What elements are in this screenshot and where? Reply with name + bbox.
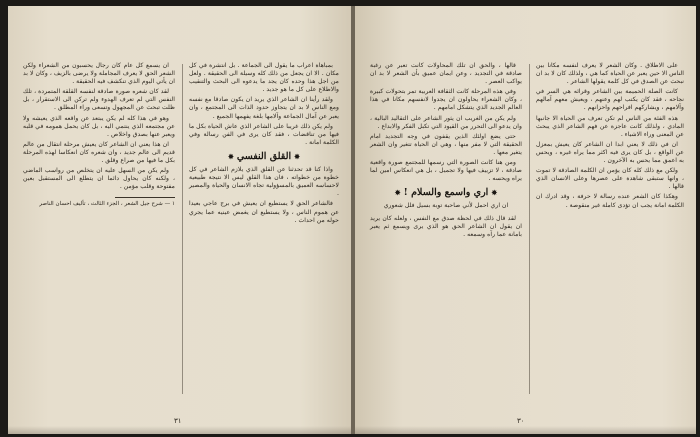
page-number: ٣٠ <box>517 417 525 425</box>
page-number: ٣١ <box>174 417 182 425</box>
column-divider <box>182 64 183 394</box>
footnote-divider <box>115 197 175 198</box>
section-heading-text: اري واسمع والسلام ! <box>403 187 489 199</box>
right-page <box>355 6 696 434</box>
star-ornament-icon: ✸ <box>491 188 498 198</box>
paragraph: واذا كنا قد تحدثنا عن القلق الذي يلازم الشاعر في كل خطوة من خطواته ، فان هذا القلق ليس الا نتيجة طبيعية لاحساسه العميق بالمسؤولية تجاه الانسان والحياة والمصير . <box>189 166 339 198</box>
paragraph: لقد كان شعره صورة صادقة لنفسه القلقة المتمردة ، تلك النفس التي لم تعرف الهدوء ولم تركن الى الاستقرار ، بل ظلت تبحث عن المجهول وتسعى وراء المطلق . <box>23 88 175 112</box>
right-page-column-left <box>370 62 522 241</box>
paragraph: حتى يضع اولئك الذين يقفون في وجه التجديد امام الحقيقة التي لا مفر منها ، وهي ان الحياة تتغير وان الشعر يتغير معها . <box>370 132 522 156</box>
paragraph: على الاطلاق . وكان الشعر لا يعرف لنفسه مكانا بين الناس الا حين يعبر عن الحياة كما هي ، ولذلك كان لا بد ان نبحث عن الصدق في كل كلمة يقولها الشاعر . <box>536 62 684 86</box>
star-ornament-icon: ✸ <box>294 151 301 161</box>
paragraph: هذه الفئة من الناس لم تكن تعرف من الحياة الا جانبها المادي ، ولذلك كانت عاجزة عن فهم الشاعر الذي يبحث عن المعنى وراء الاشياء . <box>536 114 684 138</box>
section-subline: ان اري احمل لأني صاحبة توبة بسيل فلل شعوري <box>383 202 509 210</box>
star-ornament-icon: ✸ <box>227 151 234 161</box>
paragraph: كانت الصلة الحميمة بين الشاعر وقرائه هي السر في نجاحه ، فقد كان يكتب لهم وعنهم ، ويعيش معهم آمالهم وآلامهم ، ويشاركهم افراحهم واحزانهم . <box>536 88 684 112</box>
paragraph: وهكذا كان الشعر عنده رسالة لا حرفة ، وقد ادرك ان الكلمة امانة يجب ان تؤدى كاملة غير منقوصة . <box>536 193 684 209</box>
paragraph: بمباهاة اعراب ما يقول الى الجماعة . بل انتشرة في كل مكان . الا ان يجعل من ذلك كله وسيلة الى الحقيقة . ولعل من اجل هذا وحده كان يجد ما يدعوه الى البحث والتنقيب والاطلاع على كل ما هو جديد . <box>189 62 339 94</box>
paragraph: قالها ، والحق ان تلك المحاولات كانت تعبر عن رغبة صادقة في التجديد ، وعن ايمان عميق بأن الشعر لا بد ان يواكب العصر . <box>370 62 522 86</box>
section-heading <box>189 150 339 162</box>
paragraph: وهو في هذا كله لم يكن يبتعد عن واقعه الذي يعيشه ولا عن مجتمعه الذي ينتمي اليه ، بل كان يحمل همومه في قلبه ويعبر عنها بصدق واخلاص . <box>23 114 175 138</box>
section-heading-text: القلق النفسي <box>236 150 292 162</box>
footnote: ١ — شرح جيل الشعر ، الجزء الثالث ، تأليف احسان الناصر <box>39 201 175 208</box>
paragraph: ان يسمع كل عام كان رجال يحسبون من الشعراء ولكن الشعر الحق لا يعرف المجاملة ولا يرضى بالزيف ، وكان لا بد ان يأتي اليوم الذي تنكشف فيه الحقيقة . <box>23 62 175 86</box>
paragraph: ولكن مع ذلك كله كان يؤمن ان الكلمة الصادقة لا تموت ، وانها ستبقى شاهدة على عصرها وعلى الانسان الذي قالها . <box>536 167 684 191</box>
left-page-column-right <box>189 62 339 227</box>
column-divider <box>529 64 530 394</box>
page-shadow <box>8 426 351 434</box>
paragraph: لقد قال ذلك في لحظة صدق مع النفس ، ولعله كان يريد ان يقول ان الشاعر الحق هو الذي يرى ويسمع ثم يعبر بامانة عما رآه وسمعه . <box>370 214 522 238</box>
book-spread <box>8 6 696 434</box>
paragraph: ولم يكن ذلك غريبا على الشاعر الذي عاش الحياة بكل ما فيها من تناقضات ، فقد كان يرى في الفن رسالة وفي الكلمة امانة . <box>189 122 339 146</box>
right-page-column-right <box>536 62 684 212</box>
paragraph: ومن هنا كانت الصورة التي رسمها للمجتمع صورة واقعية صادقة ، لا تزييف فيها ولا تجميل ، بل هي انعكاس امين لما يراه ويحسه . <box>370 159 522 183</box>
section-heading <box>370 189 522 197</box>
paragraph: ان هذا يعني ان الشاعر كان يعيش مرحلة انتقال من عالم قديم الى عالم جديد ، وان شعره كان انعكاسا لهذه المرحلة بكل ما فيها من صراع وقلق . <box>23 140 175 165</box>
paragraph: ولم يكن من الغريب ان يثور الشاعر على التقاليد البالية ، وان يدعو الى التحرر من القيود التي تكبل الفكر والابداع . <box>370 114 522 130</box>
left-page <box>8 6 351 434</box>
paragraph: وفي هذه المرحلة كانت الثقافة العربية تمر بتحولات كبيرة ، وكان الشعراء يحاولون ان يجدوا لانفسهم مكانا في هذا العالم الجديد الذي يتشكل امامهم . <box>370 88 522 112</box>
paragraph: ولم يكن من السهل عليه ان يتخلص من رواسب الماضي ، ولكنه كان يحاول دائما ان يتطلع الى المستقبل بعين مفتوحة وقلب مؤمن . <box>23 167 175 191</box>
paragraph: ان في ذلك لا يعني ابدا ان الشاعر كان يعيش بمعزل عن الواقع ، بل كان يرى فيه اكثر مما يراه غيره ، ويحس به اعمق مما يحس به الآخرون . <box>536 140 684 165</box>
paragraph: فالشاعر الحق لا يستطيع ان يعيش في برج عاجي بعيدا عن هموم الناس ، ولا يستطيع ان يغمض عينيه عما يجري حوله من احداث . <box>189 200 339 224</box>
star-ornament-icon: ✸ <box>394 188 401 198</box>
paragraph: ولقد رأينا ان الشاعر الذي يريد ان يكون صادقا مع نفسه ومع الناس لا بد ان يتجاوز حدود الذات الى المجتمع ، وان يعبر عن آمال الجماعة وآلامها بلغة يفهمها الجميع . <box>189 96 339 120</box>
left-page-column-left <box>23 62 175 208</box>
page-shadow <box>355 426 696 434</box>
